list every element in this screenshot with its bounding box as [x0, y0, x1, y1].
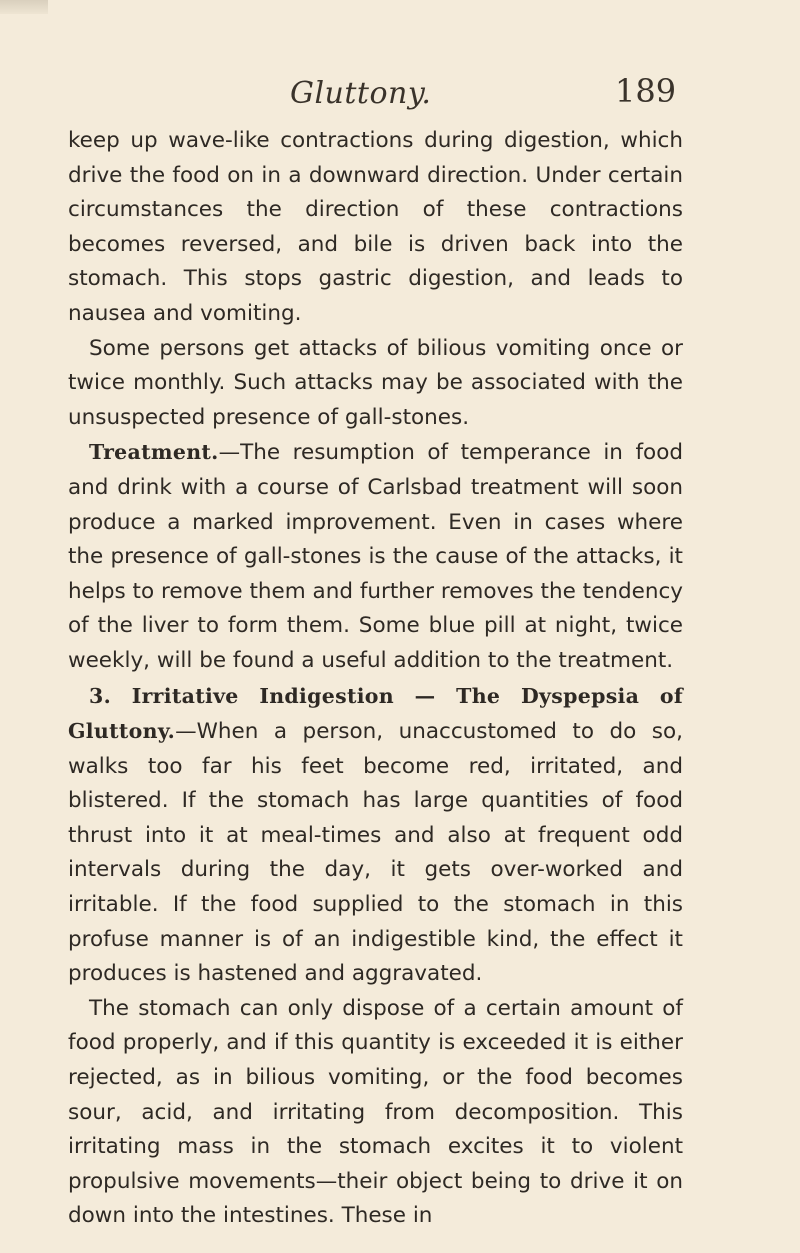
paragraph-3-heading: Treatment.: [89, 440, 219, 465]
paragraph-5: [68, 992, 683, 1234]
paragraph-1: [68, 124, 683, 332]
running-head-title: Gluttony.: [290, 76, 432, 111]
page-corner-shadow: [0, 0, 48, 14]
body-text: [68, 124, 683, 1234]
paragraph-4-heading: 3. Irritative Indigestion — The Dyspepsia of Gluttony.: [68, 683, 683, 744]
paragraph-3: [68, 435, 683, 678]
paragraph-4-text: —When a person, unaccustomed to do so, walks too far his feet become red, irritated, and blistered. If the stomach has large quantities of food thrust into it at meal-times and also at frequent odd intervals during the day, it gets over-worked and irritable. If the food supplied to the stomach in this profuse manner is of an indigestible kind, the effect it produces is hastened and aggravated.: [68, 719, 683, 987]
paragraph-5-text: The stomach can only dispose of a certain amount of food properly, and if this quantity is exceeded it is either rejected, as in bilious vomiting, or the food becomes sour, acid, and irritating from decomposition. This irritating mass in the stomach excites it to violent propulsive movements—their object being to drive it on down into the intestines. These in: [68, 995, 683, 1229]
paragraph-4: [68, 679, 683, 992]
paragraph-2: [68, 332, 683, 436]
paragraph-1-text: keep up wave-like contractions during digestion, which drive the food on in a downward direction. Under certain circumstances the direction of these contractions becomes reversed, and bile is driven back into the stomach. This stops gastric digestion, and leads to nausea and vomiting.: [68, 128, 683, 326]
paragraph-2-text: Some persons get attacks of bilious vomiting once or twice monthly. Such attacks may be associated with the unsuspected presence of gall-stones.: [68, 335, 683, 430]
paragraph-3-text: —The resumption of temperance in food and drink with a course of Carlsbad treatment will soon produce a marked improvement. Even in cases where the presence of gall-stones is the cause of the attacks, it helps to remove them and further removes the tendency of the liver to form them. Some blue pill at night, twice weekly, will be found a useful addition to the treatment.: [68, 440, 683, 673]
page-number: 189: [615, 72, 677, 110]
